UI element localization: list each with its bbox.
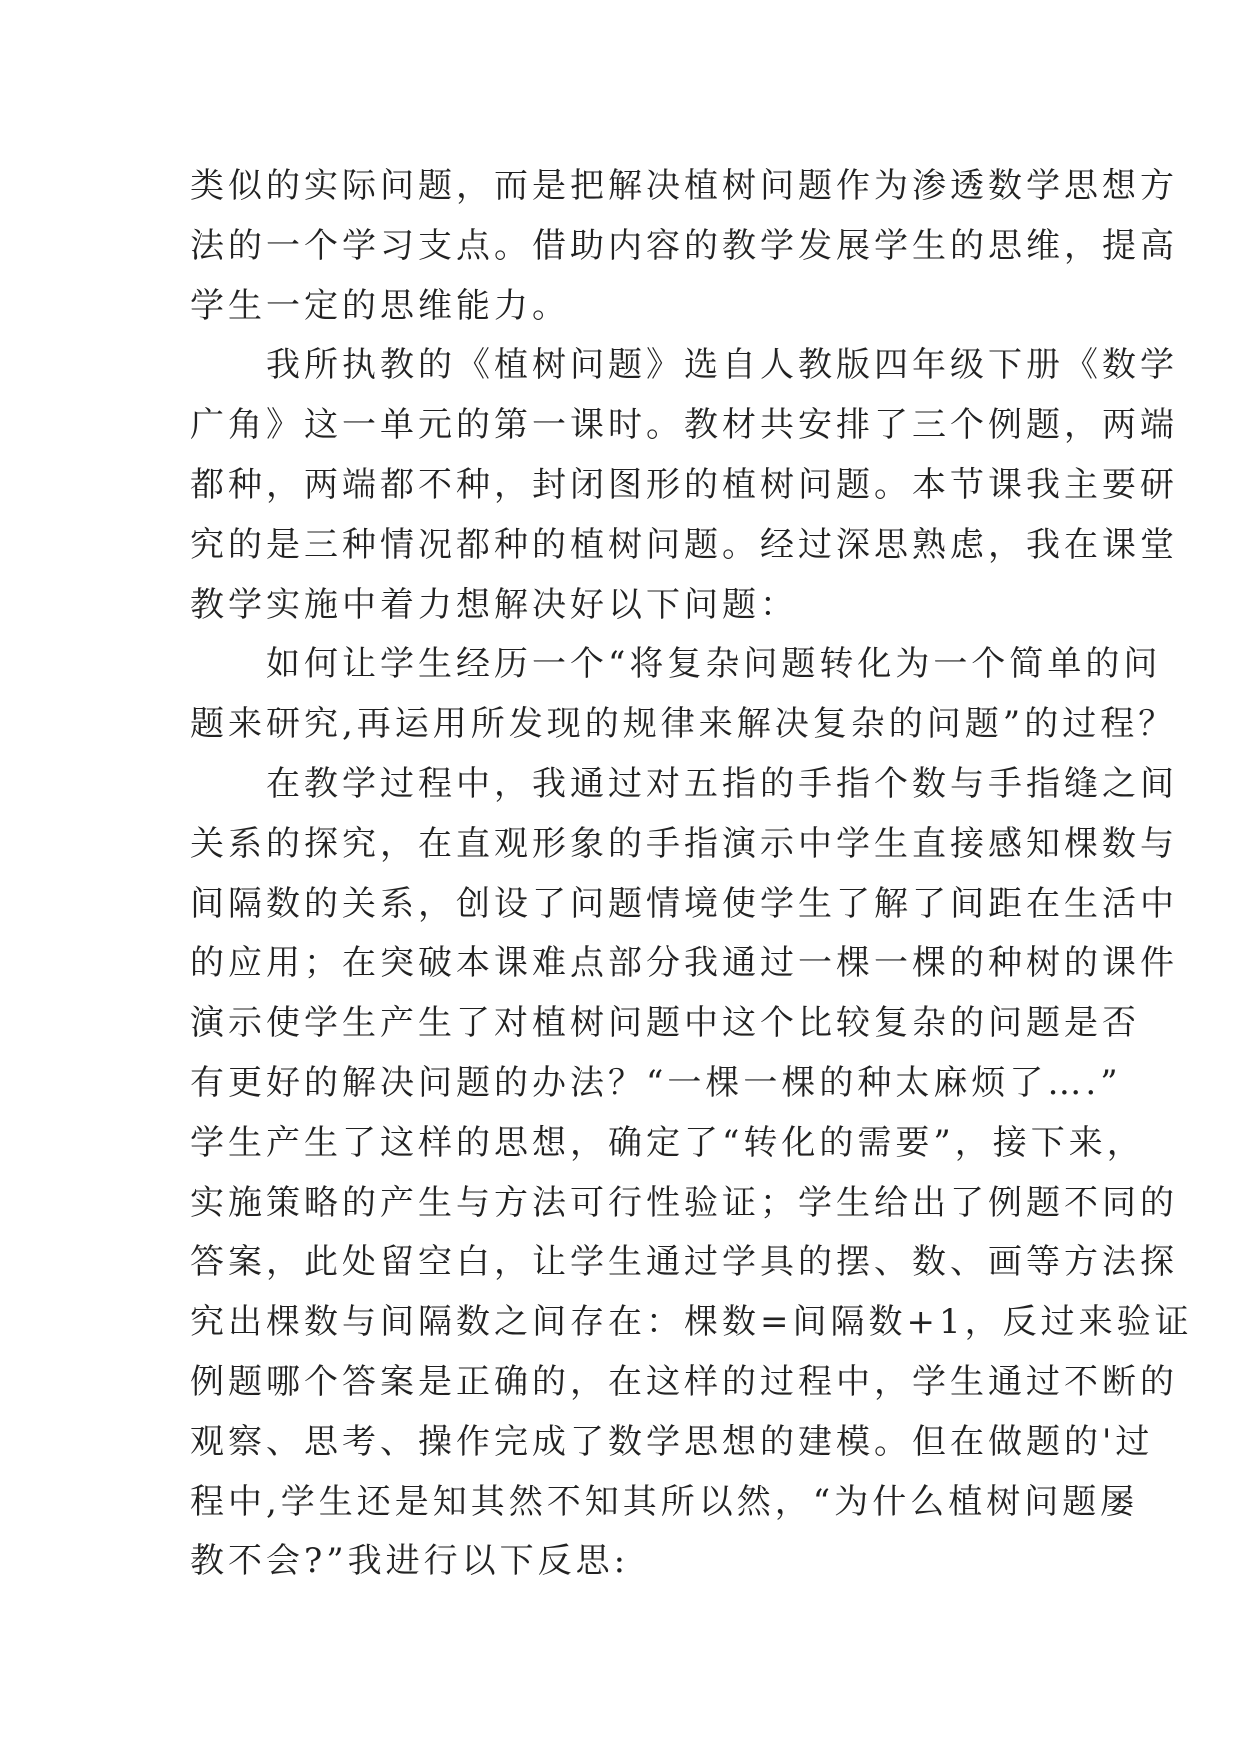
text-line: 题来研究,再运用所发现的规律来解决复杂的问题”的过程？ xyxy=(190,704,1177,745)
text-line: 间隔数的关系，创设了问题情境使学生了解了间距在生活中 xyxy=(190,883,1178,924)
text-line: 究的是三种情况都种的植树问题。经过深思熟虑，我在课堂 xyxy=(190,524,1178,565)
text-line: 答案，此处留空白，让学生通过学具的摆、数、画等方法探 xyxy=(190,1242,1178,1283)
text-line: 演示使学生产生了对植树问题中这个比较复杂的问题是否 xyxy=(190,1003,1140,1044)
text-line: 关系的探究，在直观形象的手指演示中学生直接感知棵数与 xyxy=(190,823,1178,864)
text-line: 观察、思考、操作完成了数学思想的建模。但在做题的'过 xyxy=(190,1421,1154,1462)
text-line: 学生一定的思维能力。 xyxy=(190,285,570,326)
text-line: 教学实施中着力想解决好以下问题： xyxy=(190,584,798,625)
text-line: 如何让学生经历一个“将复杂问题转化为一个简单的问 xyxy=(266,644,1162,685)
text-line: 究出棵数与间隔数之间存在：棵数=间隔数+1，反过来验证 xyxy=(190,1302,1193,1343)
text-line: 学生产生了这样的思想，确定了“转化的需要”，接下来， xyxy=(190,1122,1145,1163)
text-line: 广角》这一单元的第一课时。教材共安排了三个例题，两端 xyxy=(190,405,1178,446)
text-line: 有更好的解决问题的办法？“一棵一棵的种太麻烦了….” xyxy=(190,1062,1122,1103)
text-line: 都种，两端都不种，封闭图形的植树问题。本节课我主要研 xyxy=(190,464,1178,505)
text-line: 类似的实际问题，而是把解决植树问题作为渗透数学思想方 xyxy=(190,166,1178,206)
text-line: 教不会?”我进行以下反思: xyxy=(190,1541,630,1582)
body-text xyxy=(190,157,1193,1592)
text-line: 例题哪个答案是正确的，在这样的过程中，学生通过不断的 xyxy=(190,1361,1178,1402)
text-line: 在教学过程中，我通过对五指的手指个数与手指缝之间 xyxy=(266,763,1178,804)
text-line: 实施策略的产生与方法可行性验证；学生给出了例题不同的 xyxy=(190,1182,1178,1223)
text-line: 法的一个学习支点。借助内容的教学发展学生的思维，提高 xyxy=(190,225,1178,266)
text-line: 的应用；在突破本课难点部分我通过一棵一棵的种树的课件 xyxy=(190,943,1178,984)
text-line: 我所执教的《植树问题》选自人教版四年级下册《数学 xyxy=(266,345,1178,386)
text-line: 程中,学生还是知其然不知其所以然，“为什么植树问题屡 xyxy=(190,1481,1139,1522)
